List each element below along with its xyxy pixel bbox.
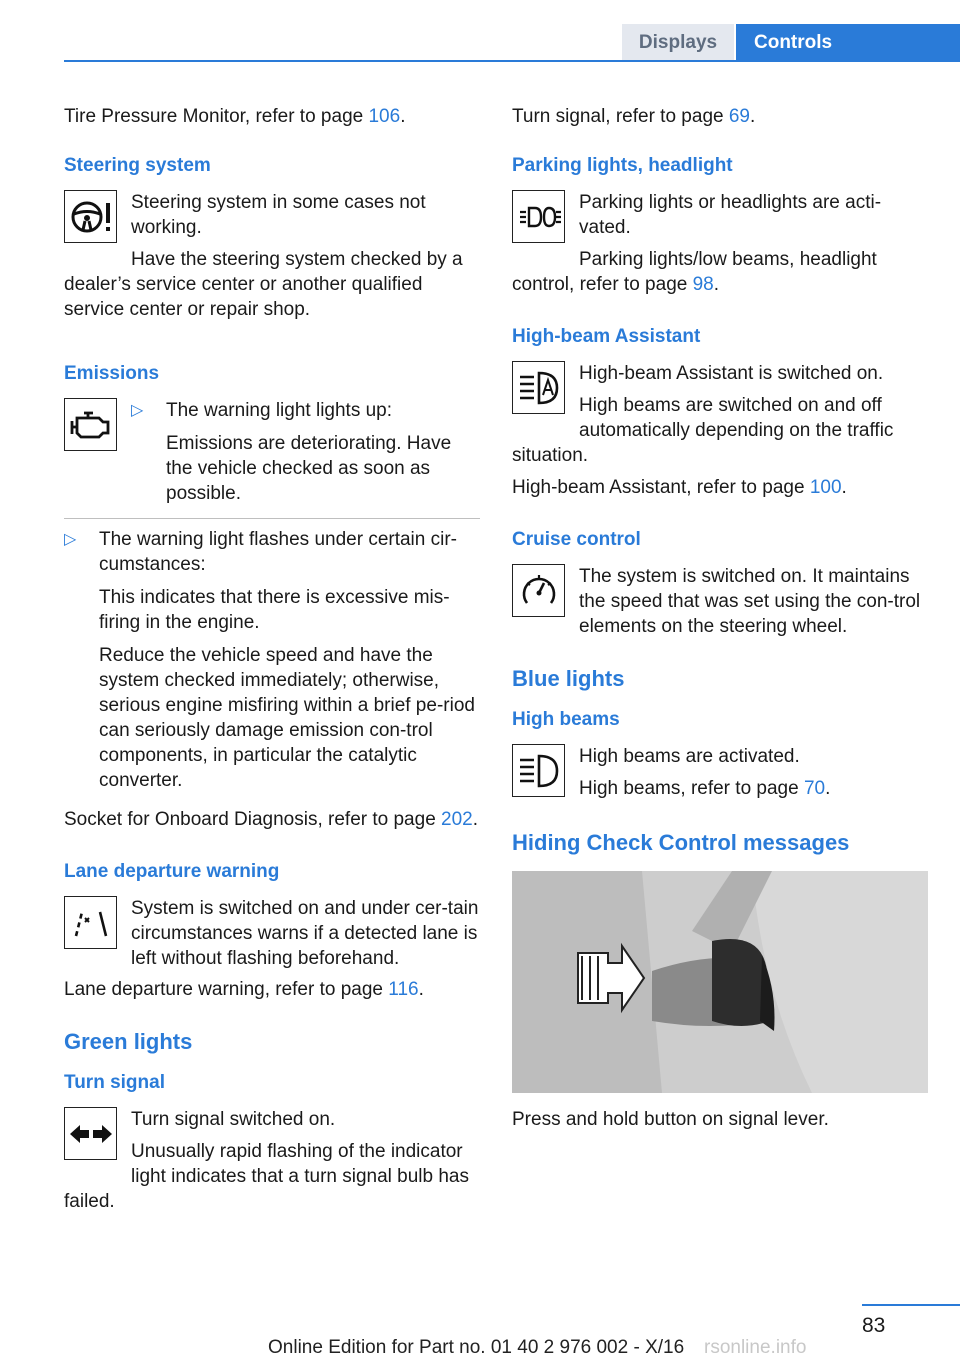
high-beams-text-1: High beams are activated. xyxy=(579,746,800,767)
page-link-202[interactable]: 202 xyxy=(441,809,473,830)
lane-text-1: System is switched on and under cer‐tain circumstances warns if a detected lane is left without flashing beforehand. xyxy=(131,898,479,969)
high-beams-icon xyxy=(512,744,565,797)
high-beams-reference: High beams, refer to page 70. xyxy=(579,778,831,799)
high-beam-assistant-icon xyxy=(512,361,565,414)
parking-lights-icon xyxy=(512,190,565,243)
steering-warning-icon xyxy=(64,190,117,243)
emissions-b1-line2: Emissions are deteriorating. Have the vehicle checked as soon as possible. xyxy=(166,433,452,504)
hba-reference: High-beam Assistant, refer to page 100. xyxy=(512,477,847,498)
turn-signal-text-1: Turn signal switched on. xyxy=(131,1109,336,1130)
turn-signal-text-2: Unusually rapid flashing of the indicator light indicates that a turn signal bulb has failed. xyxy=(64,1141,469,1212)
engine-warning-icon xyxy=(64,398,117,451)
page-link-116[interactable]: 116 xyxy=(388,979,419,1000)
footer-rule xyxy=(862,1304,960,1306)
heading-green-lights: Green lights xyxy=(64,1029,193,1054)
steering-text-1: Steering system in some cases not working. xyxy=(131,192,426,238)
emissions-bullet-2 xyxy=(64,527,480,793)
emissions-b2-line1: The warning light flashes under certain cir‐cumstances: xyxy=(99,529,458,575)
page-number: 83 xyxy=(862,1314,886,1337)
page-link-69[interactable]: 69 xyxy=(728,106,750,127)
lane-reference: Lane departure warning, refer to page 116. xyxy=(64,979,424,1000)
parking-text-2: Parking lights/low beams, headlight control, refer to page 98. xyxy=(512,249,877,295)
heading-cruise-control: Cruise control xyxy=(512,529,641,550)
heading-high-beams: High beams xyxy=(512,709,620,730)
heading-steering-system: Steering system xyxy=(64,155,211,176)
hiding-caption: Press and hold button on signal lever. xyxy=(512,1109,829,1130)
parking-text-1: Parking lights or headlights are acti‐vated. xyxy=(579,192,882,238)
hba-text-1: High-beam Assistant is switched on. xyxy=(579,363,884,384)
page-link-100[interactable]: 100 xyxy=(809,477,842,498)
heading-parking-lights: Parking lights, headlight xyxy=(512,155,733,176)
page-link-70[interactable]: 70 xyxy=(803,778,826,799)
header-rule xyxy=(64,60,960,62)
tab-displays[interactable]: Displays xyxy=(622,24,734,61)
bullet-divider xyxy=(64,518,480,519)
tpm-reference: Tire Pressure Monitor, refer to page 106. xyxy=(64,106,406,127)
heading-blue-lights: Blue lights xyxy=(512,666,625,691)
turn-signal-icon xyxy=(64,1107,117,1160)
hba-text-2: High beams are switched on and off automatically depending on the traffic situation. xyxy=(512,395,894,466)
left-column xyxy=(64,104,480,1214)
heading-emissions: Emissions xyxy=(64,363,160,384)
page-link-98[interactable]: 98 xyxy=(692,274,714,295)
right-column xyxy=(512,104,930,1132)
heading-turn-signal: Turn signal xyxy=(64,1072,165,1093)
steering-text-2: Have the steering system checked by a dealer’s service center or another qualified service center or repair shop. xyxy=(64,249,463,320)
obd-reference: Socket for Onboard Diagnosis, refer to page 202. xyxy=(64,809,479,830)
signal-lever-image xyxy=(512,871,928,1093)
heading-high-beam-assistant: High-beam Assistant xyxy=(512,326,701,347)
bullet-triangle-icon: ▷ xyxy=(64,531,77,548)
cruise-text-1: The system is switched on. It maintains the speed that was set using the con‐trol elements on the steering wheel. xyxy=(579,566,921,637)
cruise-control-icon xyxy=(512,564,565,617)
emissions-b1-line1: The warning light lights up: xyxy=(166,400,393,421)
bullet-triangle-icon: ▷ xyxy=(131,402,144,419)
tab-controls[interactable]: Controls xyxy=(736,24,960,61)
watermark: rsonline.info xyxy=(704,1337,807,1358)
emissions-bullet-1 xyxy=(131,398,480,506)
turn-reference: Turn signal, refer to page 69. xyxy=(512,106,756,127)
heading-lane-departure: Lane departure warning xyxy=(64,861,280,882)
lane-departure-icon xyxy=(64,896,117,949)
edition-note: Online Edition for Part no. 01 40 2 976 002 - X/16 xyxy=(268,1337,685,1358)
emissions-b2-line3: Reduce the vehicle speed and have the system checked immediately; otherwise, serious engine misfiring within a brief pe‐riod can seriously damage emission con‐trol components, in particular the catalytic converter. xyxy=(99,645,475,791)
heading-hiding-check-control: Hiding Check Control messages xyxy=(512,830,850,855)
emissions-b2-line2: This indicates that there is excessive mis‐firing in the engine. xyxy=(99,587,450,633)
page-link-106[interactable]: 106 xyxy=(368,106,401,127)
